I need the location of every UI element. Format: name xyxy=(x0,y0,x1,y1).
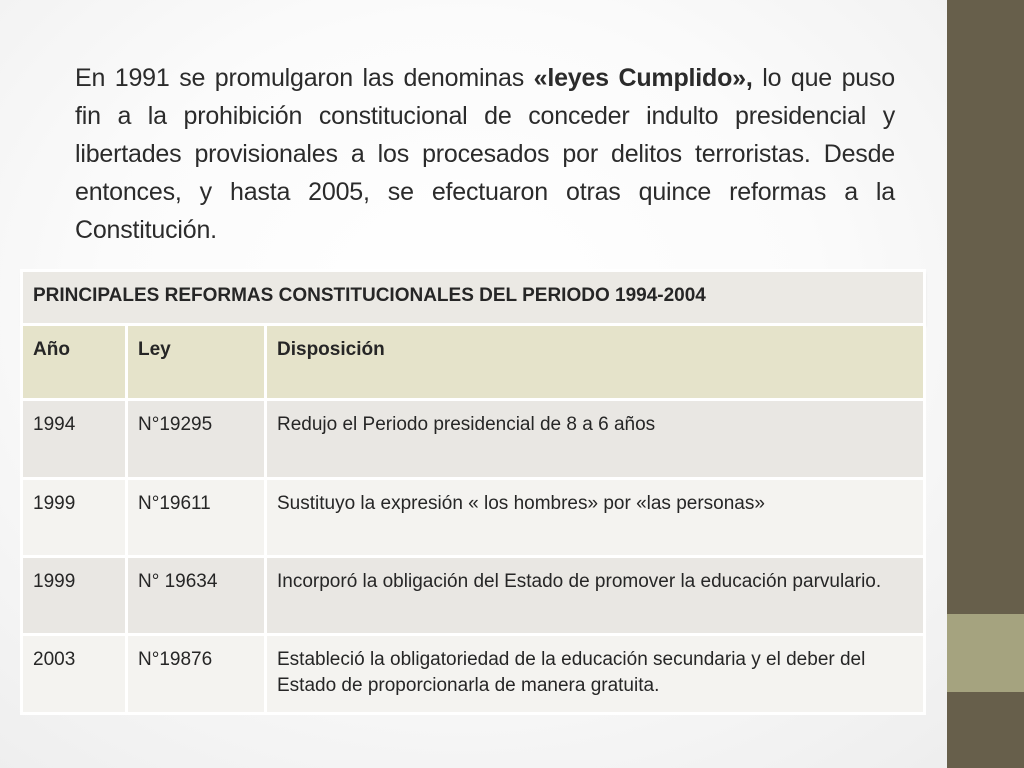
cell-year: 1994 xyxy=(22,400,127,479)
cell-year: 2003 xyxy=(22,635,127,714)
table-row xyxy=(22,635,925,714)
reforms-table xyxy=(20,269,926,715)
cell-year: 1999 xyxy=(22,479,127,557)
column-header-year: Año xyxy=(22,325,127,400)
cell-law: N°19295 xyxy=(127,400,266,479)
cell-year: 1999 xyxy=(22,557,127,635)
cell-law: N°19876 xyxy=(127,635,266,714)
intro-text-end: lo que puso fin a la prohibición constitucional de conceder indulto presidencial y libertades provisionales a los procesados por delitos terroristas. Desde entonces, y hasta 2005, se efectuaron otras quince reformas a la Constitución. xyxy=(75,64,895,244)
intro-paragraph xyxy=(75,59,895,249)
cell-provision: Incorporó la obligación del Estado de promover la educación parvulario. xyxy=(266,557,925,635)
cell-law: N°19611 xyxy=(127,479,266,557)
cell-provision: Sustituyo la expresión « los hombres» por «las personas» xyxy=(266,479,925,557)
table-header-row xyxy=(22,325,925,400)
column-header-provision: Disposición xyxy=(266,325,925,400)
intro-text-bold: «leyes Cumplido», xyxy=(533,64,753,92)
side-decor-accent xyxy=(947,614,1024,692)
table-row xyxy=(22,479,925,557)
intro-text-start: En 1991 se promulgaron las denominas xyxy=(75,64,534,92)
column-header-law: Ley xyxy=(127,325,266,400)
table-row xyxy=(22,557,925,635)
cell-law: N° 19634 xyxy=(127,557,266,635)
table-caption: PRINCIPALES REFORMAS CONSTITUCIONALES DEL PERIODO 1994-2004 xyxy=(22,271,925,325)
table-row xyxy=(22,400,925,479)
cell-provision: Estableció la obligatoriedad de la educación secundaria y el deber del Estado de proporcionarla de manera gratuita. xyxy=(266,635,925,714)
table-caption-row xyxy=(22,271,925,325)
cell-provision: Redujo el Periodo presidencial de 8 a 6 años xyxy=(266,400,925,479)
